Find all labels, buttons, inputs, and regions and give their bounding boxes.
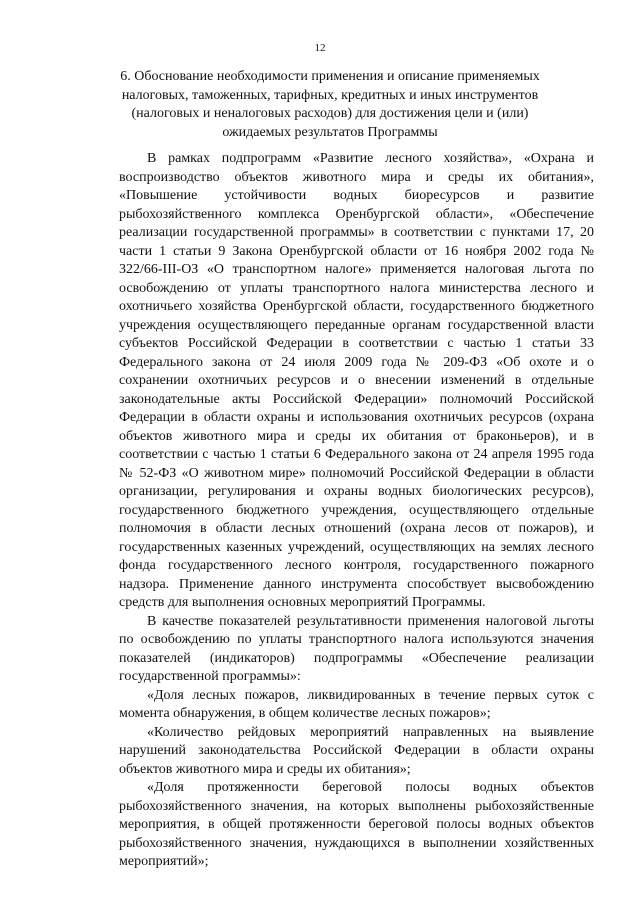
paragraph-performance-indicators: В качестве показателей результативности применения налоговой льготы по освобождению по уплаты транспортного налога используются значения показателей (индикаторов) подпрограммы «Обеспечение реализации государственной программы»: bbox=[119, 613, 594, 684]
page-number: 12 bbox=[314, 42, 326, 54]
paragraph-indicator-forest-fires: «Доля лесных пожаров, ликвидированных в течение первых суток с момента обнаружения, в общем количестве лесных пожаров»; bbox=[119, 687, 594, 721]
paragraph-indicator-raids: «Количество рейдовых мероприятий направленных на выявление нарушений законодательства Российской Федерации в области охраны объектов животного мира и среды их обитания»; bbox=[119, 724, 594, 777]
section-heading: 6. Обоснование необходимости применения и описание применяемых налоговых, таможенных, тарифных, кредитных и иных инструментов (налоговых и неналоговых расходов) для достижения цели и (или) ожидаемых результатов Программы bbox=[120, 69, 540, 140]
paragraph-indicator-shoreline: «Доля протяженности береговой полосы водных объектов рыбохозяйственного значения, на которых выполнены рыбохозяйственные мероприятия, в общей протяженности береговой полосы водных объектов рыбохозяйственного значения, нуждающихся в выполнении хозяйственных мероприятий»; bbox=[119, 780, 594, 869]
paragraph-tax-benefit: В рамках подпрограмм «Развитие лесного хозяйства», «Охрана и воспроизводство объектов животного мира и среды их обитания», «Повышение устойчивости водных биоресурсов и развитие рыбохозяйственного комплекса Оренбургской области», «Обеспечение реализации государственной программы» в соответствии с пунктами 17, 20 части 1 статьи 9 Закона Оренбургской области от 16 ноября 2002 года № 322/66-III-ОЗ «О транспортном налоге» применяется налоговая льгота по освобождению от уплаты транспортного налога министерства лесного и охотничьего хозяйства Оренбургской области, государственного бюджетного учреждения осуществляющего переданные органам государственной власти субъектов Российской Федерации в соответствии с частью 1 статьи 33 Федерального закона от 24 июля 2009 года № 209-ФЗ «Об охоте и о сохранении охотничьих ресурсов и о внесении изменений в отдельные законодательные акты Российской Федерации» полномочий Российской Федерации в области охраны и использования охотничьих ресурсов (охрана объектов животного мира и среды их обитания от браконьеров), и в соответствии с частью 1 статьи 6 Федерального закона от 24 апреля 1995 года № 52-ФЗ «О животном мире» полномочий Российской Федерации в области организации, регулирования и охраны водных биологических ресурсов), государственного бюджетного учреждения, осуществляющего отдельные полномочия в области лесных отношений (охрана лесов от пожаров), и государственных казенных учреждений, осуществляющих на землях лесного фонда государственного лесного контроля, государственного пожарного надзора. Применение данного инструмента способствует высвобождению средств для выполнения основных мероприятий Программы. bbox=[119, 151, 594, 610]
document-body bbox=[119, 150, 594, 872]
